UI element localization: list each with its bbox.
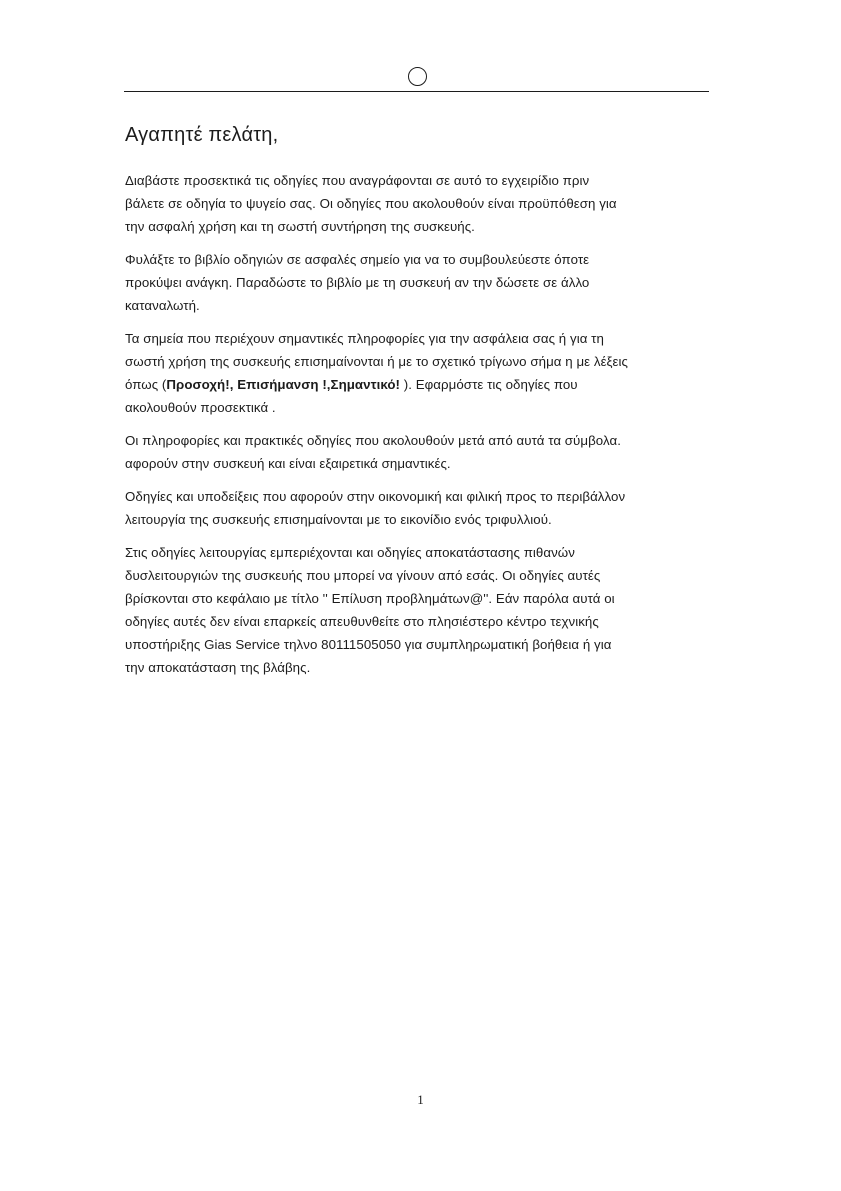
greeting-heading: Αγαπητέ πελάτη, [125, 124, 279, 146]
paragraph-symbol-info [125, 429, 705, 475]
header-rule [124, 91, 709, 92]
text-segment: ). Εφαρμόστε τις οδηγίες που [400, 377, 578, 392]
paragraph-troubleshooting [125, 541, 705, 679]
text-line: Διαβάστε προσεκτικά τις οδηγίες που αναγράφονται σε αυτό το εγχειρίδιο πριν [125, 173, 590, 188]
paragraph-safety-markers [125, 327, 705, 419]
text-segment: όπως ( [125, 377, 167, 392]
text-line: οδηγίες αυτές δεν είναι επαρκείς απευθυνθείτε στο πλησιέστερο κέντρο τεχνικής [125, 614, 599, 629]
text-line: αφορούν στην συσκευή και είναι εξαιρετικά σημαντικές. [125, 456, 451, 471]
body-text [125, 169, 705, 689]
text-line: βρίσκονται στο κεφάλαιο με τίτλο '' Επίλυση προβλημάτων@''. Εάν παρόλα αυτά οι [125, 591, 615, 606]
warning-keywords: Προσοχή!, Επισήμανση !,Σημαντικό! [166, 377, 400, 392]
text-line: ακολουθούν προσεκτικά . [125, 400, 276, 415]
text-line: Οδηγίες και υποδείξεις που αφορούν στην οικονομική και φιλική προς το περιβάλλον [125, 489, 626, 504]
text-line: Οι πληροφορίες και πρακτικές οδηγίες που ακολουθούν μετά από αυτά τα σύμβολα. [125, 433, 621, 448]
text-line: την ασφαλή χρήση και τη σωστή συντήρηση της συσκευής. [125, 219, 475, 234]
text-line: προκύψει ανάγκη. Παραδώστε το βιβλίο με τη συσκευή αν την δώσετε σε άλλο [125, 275, 590, 290]
text-line: Φυλάξτε το βιβλίο οδηγιών σε ασφαλές σημείο για να το συμβουλεύεστε όποτε [125, 252, 590, 267]
text-line: Τα σημεία που περιέχουν σημαντικές πληροφορίες για την ασφάλεια σας ή για τη [125, 331, 604, 346]
text-line: δυσλειτουργιών της συσκευής που μπορεί να γίνουν από εσάς. Οι οδηγίες αυτές [125, 568, 601, 583]
text-line: καταναλωτή. [125, 298, 200, 313]
text-line: την αποκατάσταση της βλάβης. [125, 660, 311, 675]
text-line-mixed [125, 373, 705, 396]
paragraph-reading-instructions [125, 169, 705, 238]
text-line: λειτουργία της συσκευής επισημαίνονται με το εικονίδιο ενός τριφυλλιού. [125, 512, 552, 527]
page-number: 1 [417, 1092, 424, 1107]
paragraph-eco-tips [125, 485, 705, 531]
text-line: σωστή χρήση της συσκευής επισημαίνονται ή με το σχετικό τρίγωνο σήμα η με λέξεις [125, 354, 629, 369]
text-line: Στις οδηγίες λειτουργίας εμπεριέχονται και οδηγίες αποκατάστασης πιθανών [125, 545, 575, 560]
text-line: υποστήριξης Gias Service τηλνο 80111505050 για συμπληρωματική βοήθεια ή για [125, 637, 612, 652]
circle-icon [408, 67, 427, 86]
text-line: βάλετε σε οδηγία το ψυγείο σας. Οι οδηγίες που ακολουθούν είναι προϋπόθεση για [125, 196, 617, 211]
paragraph-keep-manual [125, 248, 705, 317]
